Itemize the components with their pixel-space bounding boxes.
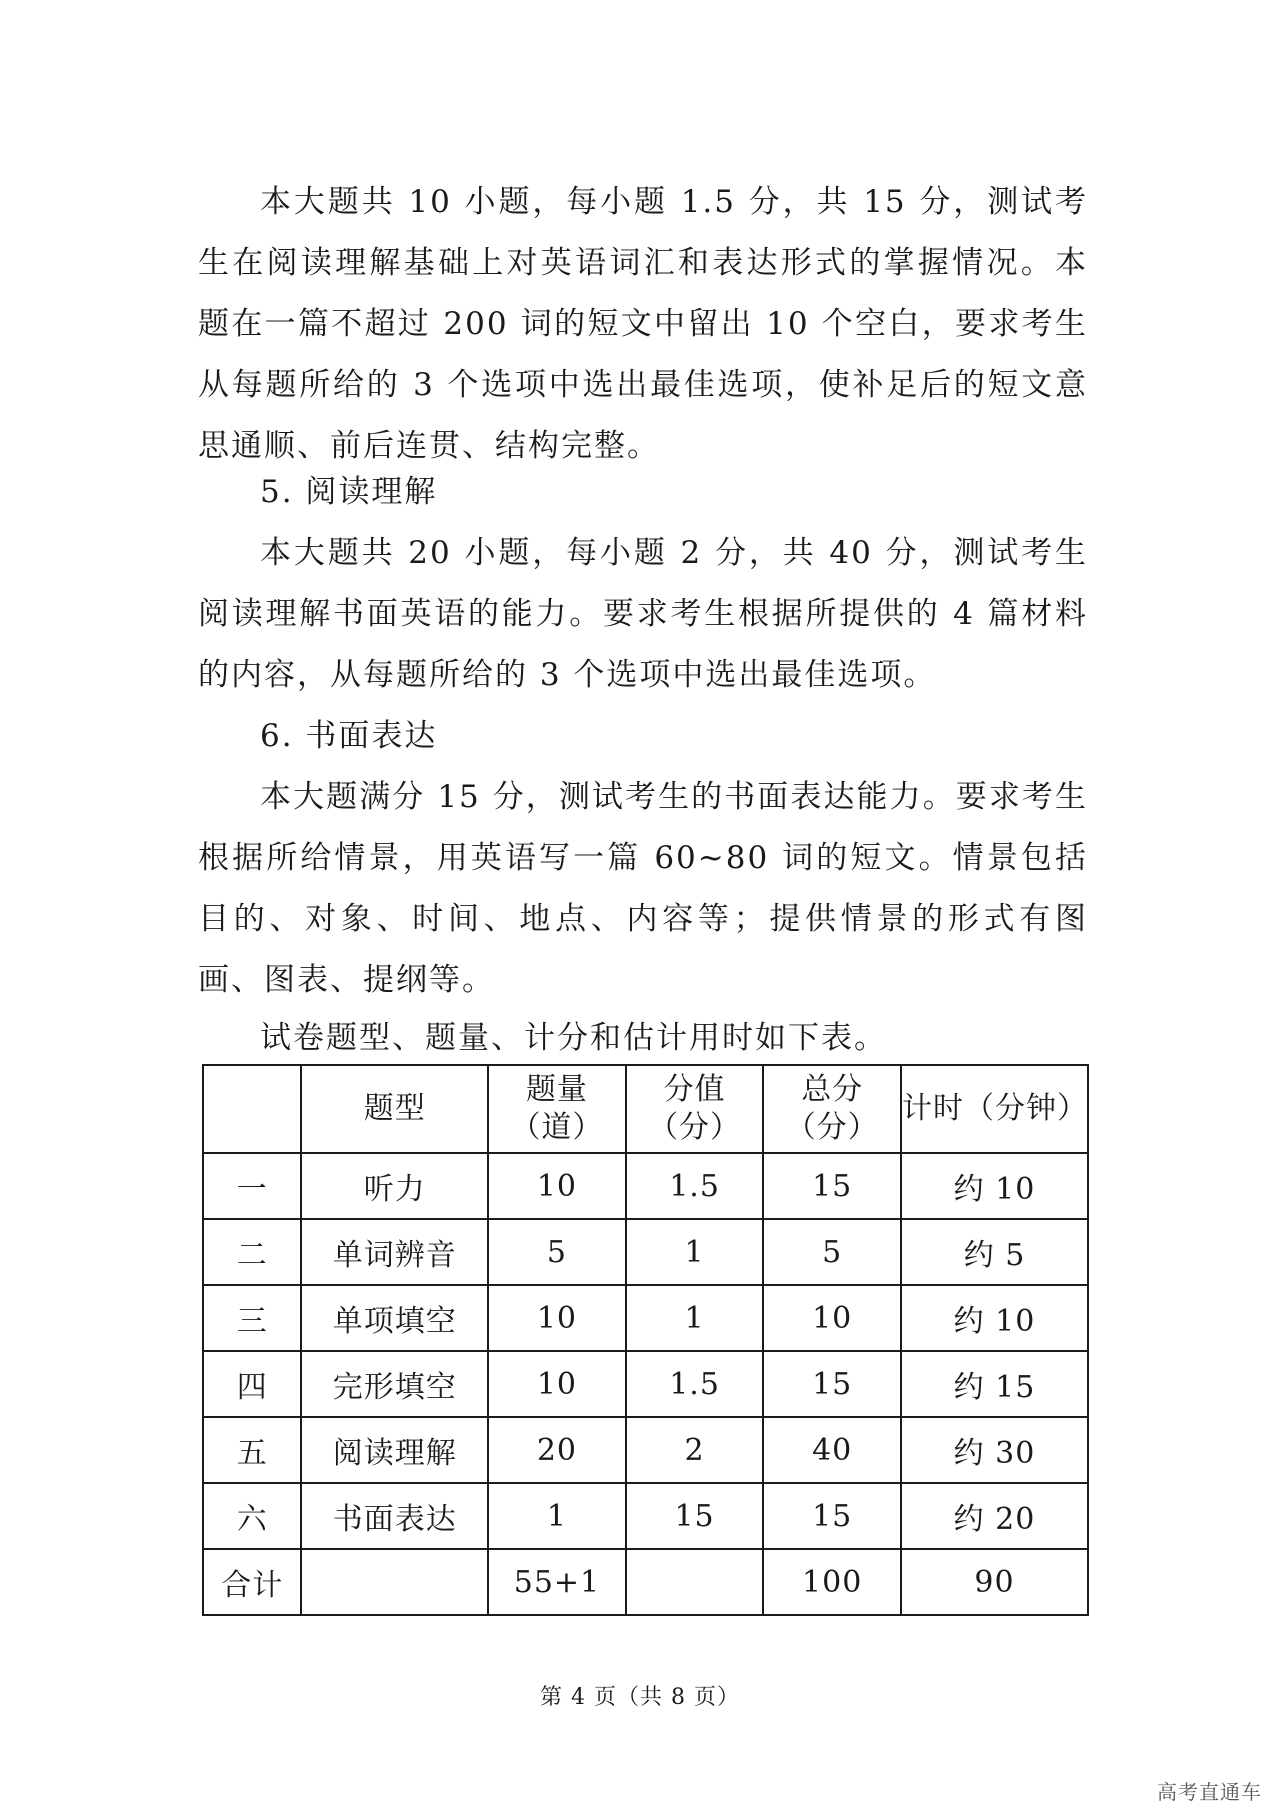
table-cell: 55+1 xyxy=(488,1549,626,1615)
reading-description: 本大题共 20 小题，每小题 2 分，共 40 分，测试考生阅读理解书面英语的能力。要求考生根据所提供的 4 篇材料的内容，从每题所给的 3 个选项中选出最佳选项。 xyxy=(198,535,1088,693)
table-cell: 10 xyxy=(488,1351,626,1417)
table-cell: 15 xyxy=(626,1483,764,1549)
table-cell: 单项填空 xyxy=(301,1285,488,1351)
table-row xyxy=(203,1351,1088,1417)
table-cell: 四 xyxy=(203,1351,301,1417)
header-cell xyxy=(626,1065,764,1153)
table-cell: 5 xyxy=(763,1219,901,1285)
table-cell: 1 xyxy=(488,1483,626,1549)
table-cell: 完形填空 xyxy=(301,1351,488,1417)
table-cell: 二 xyxy=(203,1219,301,1285)
table-cell: 10 xyxy=(763,1285,901,1351)
header-cell: 题型 xyxy=(301,1065,488,1153)
writing-description: 本大题满分 15 分，测试考生的书面表达能力。要求考生根据所给情景，用英语写一篇 60~80 词的短文。情景包括目的、对象、时间、地点、内容等；提供情景的形式有图画、图表、提纲等。 xyxy=(198,779,1088,998)
table-cell: 五 xyxy=(203,1417,301,1483)
table-cell: 1.5 xyxy=(626,1351,764,1417)
reading-heading: 5. 阅读理解 xyxy=(260,474,438,510)
table-row xyxy=(203,1417,1088,1483)
table-caption: 试卷题型、题量、计分和估计用时如下表。 xyxy=(260,1020,887,1056)
table-row xyxy=(203,1219,1088,1285)
writing-heading: 6. 书面表达 xyxy=(260,718,438,754)
table-cell: 1 xyxy=(626,1285,764,1351)
table-cell: 15 xyxy=(763,1351,901,1417)
table-cell: 一 xyxy=(203,1153,301,1219)
table-cell: 听力 xyxy=(301,1153,488,1219)
table-cell: 阅读理解 xyxy=(301,1417,488,1483)
table-row xyxy=(203,1153,1088,1219)
table-cell: 约 10 xyxy=(901,1285,1088,1351)
header-cell xyxy=(763,1065,901,1153)
header-cell-text: 题量 （道） xyxy=(510,1072,604,1145)
header-cell xyxy=(488,1065,626,1153)
table-cell: 20 xyxy=(488,1417,626,1483)
table-cell: 约 30 xyxy=(901,1417,1088,1483)
table-cell xyxy=(626,1549,764,1615)
table-cell: 1.5 xyxy=(626,1153,764,1219)
table-cell: 15 xyxy=(763,1153,901,1219)
table-total-row xyxy=(203,1549,1088,1615)
table-cell: 2 xyxy=(626,1417,764,1483)
header-cell: 计时（分钟） xyxy=(901,1065,1088,1153)
header-cell-text: 分值 （分） xyxy=(648,1072,742,1145)
table-cell: 1 xyxy=(626,1219,764,1285)
table-cell xyxy=(301,1549,488,1615)
watermark: 高考直通车 xyxy=(1157,1780,1262,1804)
table-cell: 合计 xyxy=(203,1549,301,1615)
table-cell: 10 xyxy=(488,1153,626,1219)
table-cell: 90 xyxy=(901,1549,1088,1615)
table-cell: 100 xyxy=(763,1549,901,1615)
table-cell: 约 20 xyxy=(901,1483,1088,1549)
table-cell: 40 xyxy=(763,1417,901,1483)
exam-structure-table xyxy=(202,1064,1089,1616)
table-cell: 约 10 xyxy=(901,1153,1088,1219)
cloze-description: 本大题共 10 小题，每小题 1.5 分，共 15 分，测试考生在阅读理解基础上对英语词汇和表达形式的掌握情况。本题在一篇不超过 200 词的短文中留出 10 个空白，要求考生从每题所给的 3 个选项中选出最佳选项，使补足后的短文意思通顺、前后连贯、结构完整。 xyxy=(198,184,1088,464)
header-cell-text: 总分 （分） xyxy=(785,1072,879,1145)
table-cell: 约 15 xyxy=(901,1351,1088,1417)
table-row xyxy=(203,1285,1088,1351)
table-header-row xyxy=(203,1065,1088,1153)
table-cell: 10 xyxy=(488,1285,626,1351)
table-cell: 书面表达 xyxy=(301,1483,488,1549)
table-cell: 5 xyxy=(488,1219,626,1285)
header-cell xyxy=(203,1065,301,1153)
table-row xyxy=(203,1483,1088,1549)
table-cell: 约 5 xyxy=(901,1219,1088,1285)
table-cell: 六 xyxy=(203,1483,301,1549)
table-cell: 三 xyxy=(203,1285,301,1351)
table-cell: 15 xyxy=(763,1483,901,1549)
page-number: 第 4 页（共 8 页） xyxy=(540,1685,740,1710)
table-cell: 单词辨音 xyxy=(301,1219,488,1285)
